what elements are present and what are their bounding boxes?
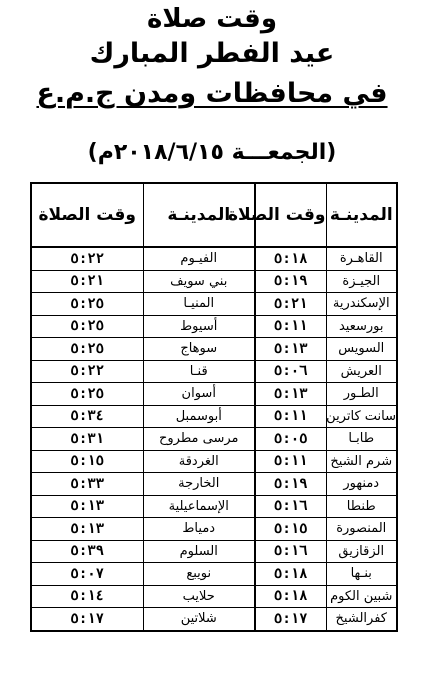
city-b-cell: قنـا: [143, 360, 255, 383]
city-a-cell: الطـور: [326, 383, 397, 406]
city-b-cell: نويبع: [143, 563, 255, 586]
time-a-cell: ٥:١١: [255, 450, 326, 473]
city-b-cell: بني سويف: [143, 270, 255, 293]
title-eid: عيد الفطر المبارك: [89, 38, 335, 69]
city-a-cell: سانت كاترين: [326, 405, 397, 428]
city-a-cell: كفرالشيخ: [326, 608, 397, 631]
time-a-cell: ٥:٠٥: [255, 428, 326, 451]
table-row: [31, 450, 397, 473]
header-city-b: المدينـة: [143, 183, 255, 247]
table-row: [31, 495, 397, 518]
table-row: [31, 315, 397, 338]
title-prayer-time: وقت صلاة: [147, 4, 277, 34]
city-b-cell: الغردقة: [143, 450, 255, 473]
time-a-cell: ٥:١٨: [255, 247, 326, 270]
city-b-cell: شلاتين: [143, 608, 255, 631]
time-a-cell: ٥:١٣: [255, 383, 326, 406]
time-a-cell: ٥:١٦: [255, 495, 326, 518]
time-b-cell: ٥:٣٤: [31, 405, 143, 428]
city-a-cell: الإسكندرية: [326, 293, 397, 316]
table-row: [31, 608, 397, 631]
time-a-cell: ٥:١١: [255, 315, 326, 338]
city-a-cell: الزقازيق: [326, 540, 397, 563]
city-b-cell: الإسماعيلية: [143, 495, 255, 518]
time-b-cell: ٥:٢٢: [31, 360, 143, 383]
city-a-cell: شرم الشيخ: [326, 450, 397, 473]
table-body: [31, 247, 397, 631]
time-a-cell: ٥:١١: [255, 405, 326, 428]
city-a-cell: شبين الكوم: [326, 585, 397, 608]
city-b-cell: أسيوط: [143, 315, 255, 338]
table-row: [31, 383, 397, 406]
time-b-cell: ٥:١٣: [31, 495, 143, 518]
time-a-cell: ٥:١٧: [255, 608, 326, 631]
city-a-cell: دمنهور: [326, 473, 397, 496]
city-b-cell: الخارجة: [143, 473, 255, 496]
title-governorates: في محافظات ومدن ج.م.ع: [36, 78, 388, 109]
time-a-cell: ٥:٠٦: [255, 360, 326, 383]
time-b-cell: ٥:٣١: [31, 428, 143, 451]
city-a-cell: الجيـزة: [326, 270, 397, 293]
table-row: [31, 473, 397, 496]
time-b-cell: ٥:٠٧: [31, 563, 143, 586]
table-row: [31, 518, 397, 541]
time-a-cell: ٥:١٨: [255, 563, 326, 586]
city-a-cell: بورسعيد: [326, 315, 397, 338]
table-row: [31, 270, 397, 293]
date-line: (الجمعـــة ٢٠١٨/٦/١٥م): [87, 140, 337, 165]
table-row: [31, 405, 397, 428]
header-time-a: وقت الصلاة: [255, 183, 326, 247]
time-b-cell: ٥:١٤: [31, 585, 143, 608]
city-a-cell: بنـها: [326, 563, 397, 586]
time-a-cell: ٥:١٣: [255, 338, 326, 361]
time-b-cell: ٥:١٥: [31, 450, 143, 473]
time-b-cell: ٥:٣٣: [31, 473, 143, 496]
time-a-cell: ٥:١٩: [255, 473, 326, 496]
time-b-cell: ٥:١٣: [31, 518, 143, 541]
time-b-cell: ٥:٢٥: [31, 315, 143, 338]
city-b-cell: مرسى مطروح: [143, 428, 255, 451]
header-time-b: وقت الصلاة: [31, 183, 143, 247]
city-b-cell: دمياط: [143, 518, 255, 541]
city-b-cell: سوهاج: [143, 338, 255, 361]
time-a-cell: ٥:١٨: [255, 585, 326, 608]
city-a-cell: طنطا: [326, 495, 397, 518]
time-a-cell: ٥:١٩: [255, 270, 326, 293]
table-header-row: [31, 183, 397, 247]
city-a-cell: السويس: [326, 338, 397, 361]
table-row: [31, 293, 397, 316]
table-row: [31, 540, 397, 563]
city-a-cell: المنصورة: [326, 518, 397, 541]
table-row: [31, 360, 397, 383]
city-a-cell: العريش: [326, 360, 397, 383]
time-b-cell: ٥:٢٥: [31, 338, 143, 361]
table-row: [31, 563, 397, 586]
table-row: [31, 338, 397, 361]
city-b-cell: الفيـوم: [143, 247, 255, 270]
time-a-cell: ٥:٢١: [255, 293, 326, 316]
time-b-cell: ٥:٢١: [31, 270, 143, 293]
city-b-cell: أبوسمبل: [143, 405, 255, 428]
prayer-times-table: [30, 182, 398, 632]
city-b-cell: المنيـا: [143, 293, 255, 316]
city-b-cell: حلايب: [143, 585, 255, 608]
time-b-cell: ٥:٢٥: [31, 293, 143, 316]
time-b-cell: ٥:٣٩: [31, 540, 143, 563]
table-row: [31, 428, 397, 451]
table-row: [31, 585, 397, 608]
city-a-cell: القاهـرة: [326, 247, 397, 270]
time-b-cell: ٥:٢٢: [31, 247, 143, 270]
time-a-cell: ٥:١٥: [255, 518, 326, 541]
time-b-cell: ٥:٢٥: [31, 383, 143, 406]
header-city-a: المدينـة: [326, 183, 397, 247]
time-b-cell: ٥:١٧: [31, 608, 143, 631]
city-b-cell: السلوم: [143, 540, 255, 563]
city-b-cell: أسوان: [143, 383, 255, 406]
time-a-cell: ٥:١٦: [255, 540, 326, 563]
city-a-cell: طابـا: [326, 428, 397, 451]
table-row: [31, 247, 397, 270]
